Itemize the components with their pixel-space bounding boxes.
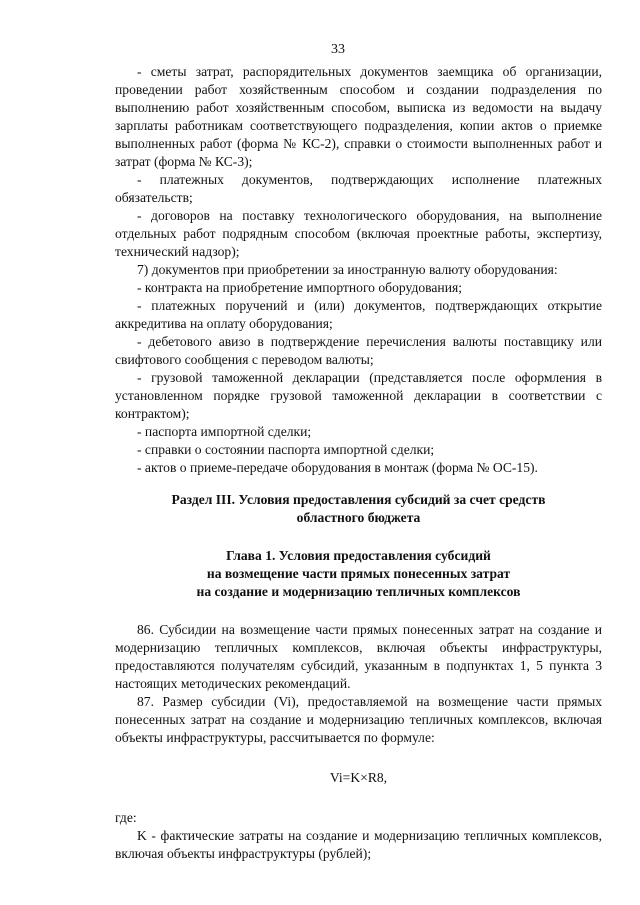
k-definition: K - фактические затраты на создание и модернизацию тепличных комплексов, включая объекты инфраструктуры (рублей); [115,828,602,861]
list-item: - договоров на поставку технологического оборудования, на выполнение отдельных работ подрядным способом (включая проектные работы, экспертизу, технический надзор); [115,208,602,259]
list-item: - платежных документов, подтверждающих исполнение платежных обязательств; [115,172,602,205]
page-number: 33 [331,42,345,57]
paragraph-86: 86. Субсидии на возмещение части прямых понесенных затрат на создание и модернизацию тепличных комплексов, включая объекты инфраструктуры, предоставляются получателям субсидий, указанным в подпунктах 1, 5 пункта 3 настоящих методических рекомендаций. [115,622,602,691]
list-item: - справки о состоянии паспорта импортной сделки; [137,442,435,457]
document-body [115,63,602,863]
section-heading-line-2: областного бюджета [296,510,421,525]
list-item: - актов о приеме-передаче оборудования в монтаж (форма № ОС-15). [137,460,538,475]
formula: Vi=K×R8, [329,770,388,785]
where-label: где: [115,810,137,825]
section-heading-line-1: Раздел III. Условия предоставления субсидий за счет средств [171,492,546,507]
list-item: - сметы затрат, распорядительных документов заемщика об организации, проведении работ хозяйственным способом и создании подразделения по выполнению работ хозяйственным способом, выписка из ведомости на выдачу зарплаты работникам соответствующего подразделения, копии актов о приемке выполненных работ (форма № КС-2), справки о стоимости выполненных работ и затрат (форма № КС-3); [115,64,602,169]
chapter-heading-line-1: Глава 1. Условия предоставления субсидий [226,548,491,563]
chapter-heading-line-2: на возмещение части прямых понесенных затрат [206,566,511,581]
list-item: - грузовой таможенной декларации (представляется после оформления в установленном порядке грузовой таможенной декларации в соответствии с контрактом); [115,370,602,421]
chapter-heading-line-3: на создание и модернизацию тепличных комплексов [196,584,521,599]
paragraph-87: 87. Размер субсидии (Vi), предоставляемой на возмещение части прямых понесенных затрат на создание и модернизацию тепличных комплексов, включая объекты инфраструктуры, рассчитывается по формуле: [115,694,602,745]
list-item: - дебетового авизо в подтверждение перечисления валюты поставщику или свифтового сообщения с переводом валюты; [115,334,602,367]
list-item: - паспорта импортной сделки; [137,424,312,439]
list-item: - платежных поручений и (или) документов, подтверждающих открытие аккредитива на оплату оборудования; [115,298,602,331]
list-item: 7) документов при приобретении за иностранную валюту оборудования: [137,262,558,277]
list-item: - контракта на приобретение импортного оборудования; [137,280,463,295]
